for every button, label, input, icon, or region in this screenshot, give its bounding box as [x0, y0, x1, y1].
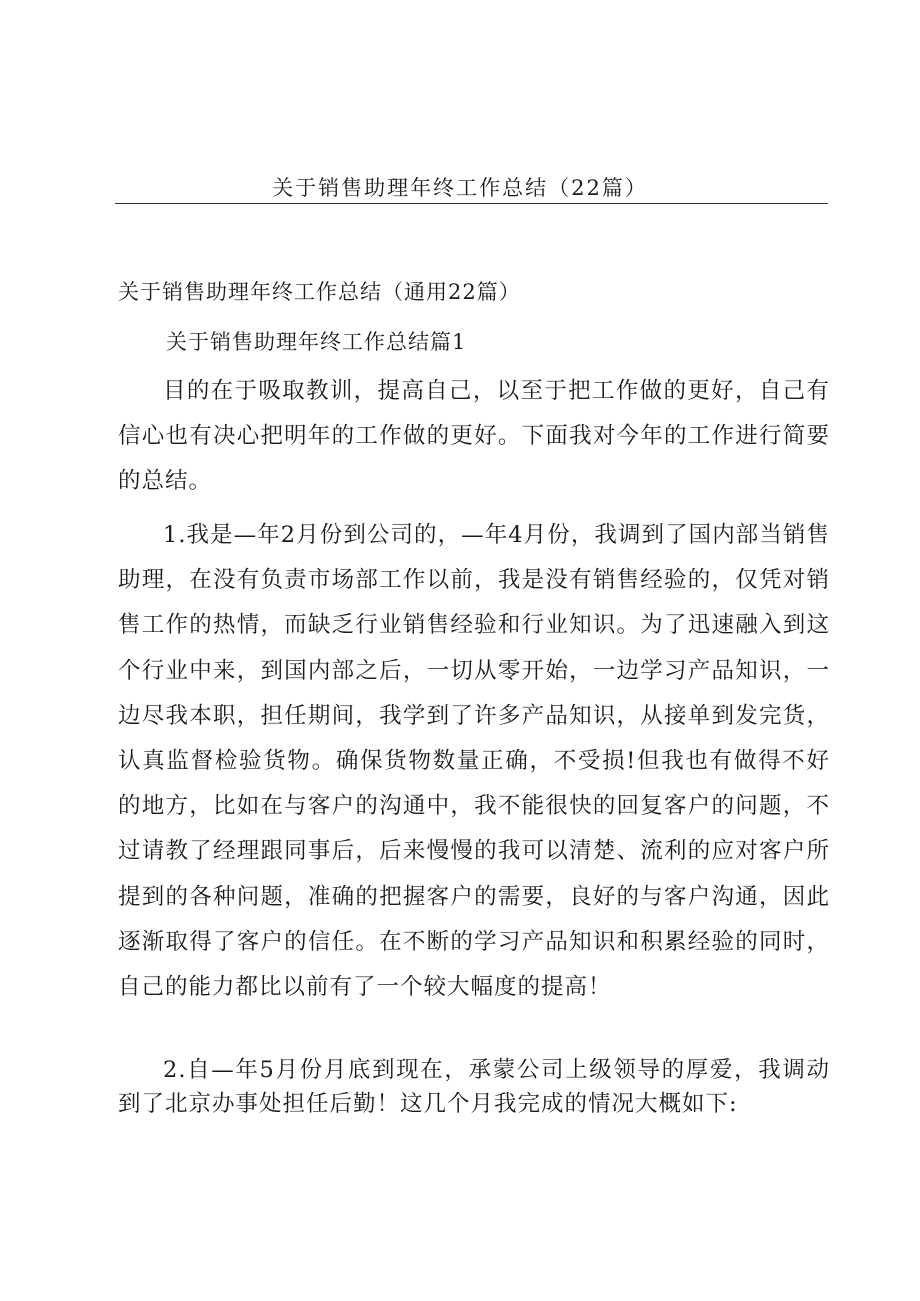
paragraph-point-2: 2.自—年5月份月底到现在，承蒙公司上级领导的厚爱，我调动到了北京办事处担任后勤！这几个月我完成的情况大概如下: — [118, 1057, 830, 1117]
document-title: 关于销售助理年终工作总结（通用22篇） — [118, 280, 521, 304]
header-divider — [115, 203, 828, 204]
paragraph-intro: 目的在于吸取教训，提高自己，以至于把工作做的更好，自己有信心也有决心把明年的工作做的更好。下面我对今年的工作进行简要的总结。 — [118, 378, 830, 494]
section-heading: 关于销售助理年终工作总结篇1 — [166, 330, 467, 354]
paragraph-point-1: 1.我是—年2月份到公司的，—年4月份，我调到了国内部当销售助理，在没有负责市场部工作以前，我是没有销售经验的，仅凭对销售工作的热情，而缺乏行业销售经验和行业知识。为了迅速融入到这个行业中来，到国内部之后，一切从零开始，一边学习产品知识，一边尽我本职，担任期间，我学到了许多产品知识，从接单到发完货，认真监督检验货物。确保货物数量正确，不受损!但我也有做得不好的地方，比如在与客户的沟通中，我不能很快的回复客户的问题，不过请教了经理跟同事后，后来慢慢的我可以清楚、流利的应对客户所提到的各种问题，准确的把握客户的需要，良好的与客户沟通，因此逐渐取得了客户的信任。在不断的学习产品知识和积累经验的同时，自己的能力都比以前有了一个较大幅度的提高！ — [118, 522, 830, 1001]
running-header-title: 关于销售助理年终工作总结（22篇） — [272, 176, 648, 200]
